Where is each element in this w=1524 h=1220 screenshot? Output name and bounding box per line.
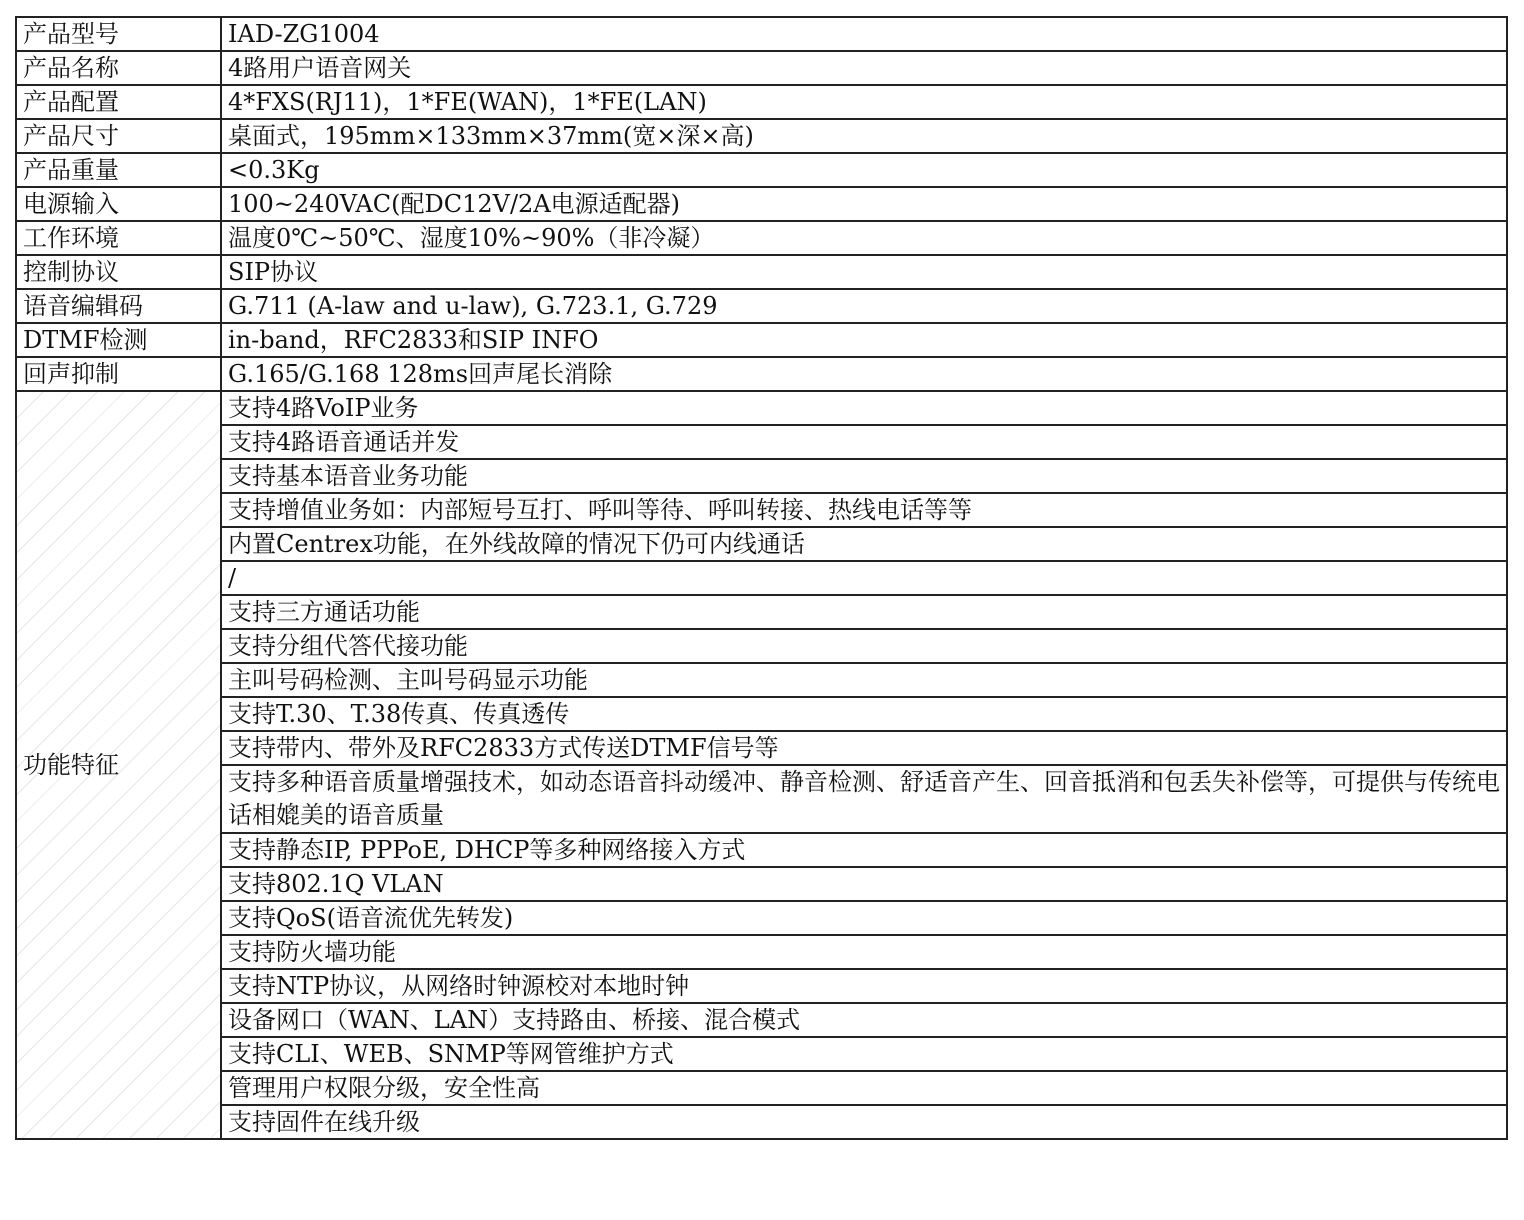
spec-value: G.165/G.168 128ms回声尾长消除	[221, 357, 1507, 391]
spec-value: 温度0℃~50℃、湿度10%~90%（非冷凝）	[221, 221, 1507, 255]
spec-label: 电源输入	[16, 187, 221, 221]
spec-value: 4路用户语音网关	[221, 51, 1507, 85]
table-row	[16, 221, 1507, 255]
table-row	[16, 1037, 1507, 1071]
table-row	[16, 731, 1507, 765]
feature-item: 支持QoS(语音流优先转发)	[221, 901, 1507, 935]
table-row	[16, 391, 1507, 425]
table-row	[16, 323, 1507, 357]
feature-item: 设备网口（WAN、LAN）支持路由、桥接、混合模式	[221, 1003, 1507, 1037]
table-row	[16, 1105, 1507, 1139]
spec-label: 回声抑制	[16, 357, 221, 391]
spec-label: 控制协议	[16, 255, 221, 289]
spec-label: 工作环境	[16, 221, 221, 255]
feature-item: 支持4路语音通话并发	[221, 425, 1507, 459]
feature-item: 支持802.1Q VLAN	[221, 867, 1507, 901]
spec-value: SIP协议	[221, 255, 1507, 289]
table-row	[16, 833, 1507, 867]
table-row	[16, 187, 1507, 221]
features-label: 功能特征	[16, 391, 221, 1139]
table-row	[16, 561, 1507, 595]
feature-item: 支持三方通话功能	[221, 595, 1507, 629]
table-row	[16, 935, 1507, 969]
feature-item: 支持静态IP, PPPoE, DHCP等多种网络接入方式	[221, 833, 1507, 867]
feature-item: 支持分组代答代接功能	[221, 629, 1507, 663]
table-row	[16, 153, 1507, 187]
table-row	[16, 51, 1507, 85]
table-row	[16, 289, 1507, 323]
feature-item: 支持防火墙功能	[221, 935, 1507, 969]
feature-item: 支持带内、带外及RFC2833方式传送DTMF信号等	[221, 731, 1507, 765]
table-row	[16, 493, 1507, 527]
feature-item: 支持基本语音业务功能	[221, 459, 1507, 493]
feature-item: /	[221, 561, 1507, 595]
table-row	[16, 1071, 1507, 1105]
spec-label: 产品名称	[16, 51, 221, 85]
table-row	[16, 357, 1507, 391]
table-row	[16, 595, 1507, 629]
feature-item: 支持增值业务如：内部短号互打、呼叫等待、呼叫转接、热线电话等等	[221, 493, 1507, 527]
feature-item: 支持NTP协议，从网络时钟源校对本地时钟	[221, 969, 1507, 1003]
table-row	[16, 255, 1507, 289]
spec-label: 语音编辑码	[16, 289, 221, 323]
table-row	[16, 85, 1507, 119]
feature-item: 内置Centrex功能，在外线故障的情况下仍可内线通话	[221, 527, 1507, 561]
table-row	[16, 901, 1507, 935]
spec-value: 4*FXS(RJ11)，1*FE(WAN)，1*FE(LAN)	[221, 85, 1507, 119]
table-row	[16, 867, 1507, 901]
feature-item: 支持CLI、WEB、SNMP等网管维护方式	[221, 1037, 1507, 1071]
table-row	[16, 765, 1507, 833]
table-row	[16, 969, 1507, 1003]
table-row	[16, 425, 1507, 459]
feature-item: 支持T.30、T.38传真、传真透传	[221, 697, 1507, 731]
feature-item: 支持4路VoIP业务	[221, 391, 1507, 425]
feature-item: 支持多种语音质量增强技术，如动态语音抖动缓冲、静音检测、舒适音产生、回音抵消和包丢失补偿等，可提供与传统电话相媲美的语音质量	[221, 765, 1507, 833]
table-row	[16, 119, 1507, 153]
table-row	[16, 1003, 1507, 1037]
table-row	[16, 697, 1507, 731]
spec-value: <0.3Kg	[221, 153, 1507, 187]
spec-label: DTMF检测	[16, 323, 221, 357]
spec-value: in-band，RFC2833和SIP INFO	[221, 323, 1507, 357]
table-row	[16, 663, 1507, 697]
spec-table	[15, 16, 1508, 1140]
spec-value: 100~240VAC(配DC12V/2A电源适配器)	[221, 187, 1507, 221]
table-row	[16, 629, 1507, 663]
spec-label: 产品配置	[16, 85, 221, 119]
feature-item: 管理用户权限分级，安全性高	[221, 1071, 1507, 1105]
table-row	[16, 459, 1507, 493]
table-row	[16, 17, 1507, 51]
feature-item: 支持固件在线升级	[221, 1105, 1507, 1139]
spec-label: 产品尺寸	[16, 119, 221, 153]
spec-label: 产品重量	[16, 153, 221, 187]
feature-item: 主叫号码检测、主叫号码显示功能	[221, 663, 1507, 697]
spec-value: 桌面式，195mm×133mm×37mm(宽×深×高)	[221, 119, 1507, 153]
spec-label: 产品型号	[16, 17, 221, 51]
spec-table-body	[16, 17, 1507, 1139]
spec-value: G.711 (A-law and u-law), G.723.1, G.729	[221, 289, 1507, 323]
spec-value: IAD-ZG1004	[221, 17, 1507, 51]
table-row	[16, 527, 1507, 561]
